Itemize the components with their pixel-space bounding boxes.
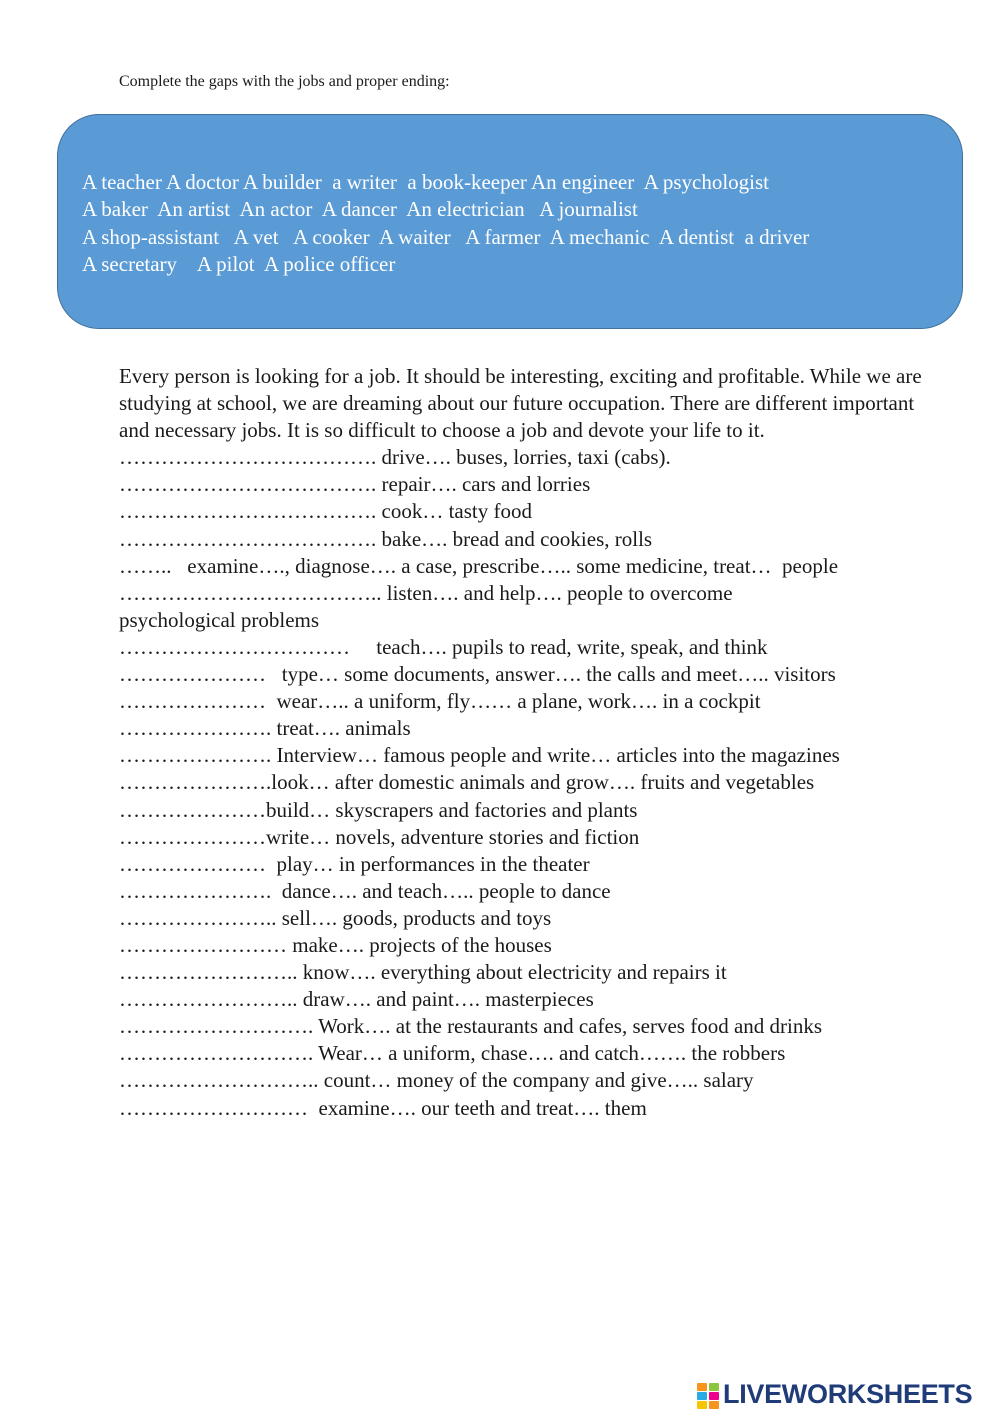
gap-line-driver: ………………………………. drive…. buses, lorries, taxi (cabs). [119,445,671,470]
liveworksheets-logo [697,1378,972,1410]
gap-line-journalist: …………………. Interview… famous people and write… articles into the magazines [119,743,840,768]
gap-line-pilot: ………………… wear….. a uniform, fly…… a plane, work…. in a cockpit [119,689,761,714]
logo-block [709,1401,719,1409]
word-bank-line: A baker An artist An actor A dancer An electrician A journalist [82,197,638,222]
gap-line-engineer: …………………… make…. projects of the houses [119,932,552,957]
gap-line-writer: …………………write… novels, adventure stories and fiction [119,824,640,849]
gap-line-book-keeper: ……………………….. count… money of the company and give….. salary [119,1068,754,1093]
exercise-text [119,363,939,1122]
gap-line-farmer: ………………….look… after domestic animals and grow…. fruits and vegetables [119,770,815,795]
gap-line-mechanic: ………………………………. repair…. cars and lorries [119,472,591,497]
word-bank-lines [82,169,952,278]
gap-line-dentist: ……………………… examine…. our teeth and treat…. them [119,1095,647,1120]
word-bank-line: A teacher A doctor A builder a writer a book-keeper An engineer A psychologist [82,170,769,194]
intro-paragraph: Every person is looking for a job. It should be interesting, exciting and profitable. While we are studying at school, we are dreaming about our future occupation. There are different important and necessary jobs. It is so difficult to choose a job and devote your life to it. [119,364,922,443]
gap-line-baker: ………………………………. bake…. bread and cookies, rolls [119,526,653,551]
gap-line-waiter: ………………………. Work…. at the restaurants and cafes, serves food and drinks [119,1014,823,1039]
gap-line-psychologist: ……………………………….. listen…. and help…. people to overcome [119,580,733,605]
gap-line-actor: ………………… play… in performances in the theater [119,851,590,876]
logo-block [709,1383,719,1391]
gap-line-police-officer: ………………………. Wear… a uniform, chase…. and catch……. the robbers [119,1041,786,1066]
gap-line-artist: …………………….. draw…. and paint…. masterpieces [119,987,594,1012]
gap-line-continuation: psychological problems [119,607,320,632]
gap-line-electrician: …………………….. know…. everything about electricity and repairs it [119,960,727,985]
job-word-bank [57,114,963,329]
logo-wordmark: LIVEWORKSHEETS [723,1378,973,1409]
word-bank-line: A secretary A pilot A police officer [82,251,396,276]
logo-block [697,1383,707,1391]
gap-line-builder: …………………build… skyscrapers and factories and plants [119,797,638,822]
logo-block [697,1401,707,1409]
gap-line-doctor: …….. examine…., diagnose…. a case, prescribe….. some medicine, treat… people [119,553,839,578]
gap-line-vet: …………………. treat…. animals [119,716,411,741]
gap-line-secretary: ………………… type… some documents, answer…. the calls and meet….. visitors [119,662,836,687]
word-bank-line: A shop-assistant A vet A cooker A waiter A farmer A mechanic A dentist a driver [82,224,810,249]
gap-line-cooker: ………………………………. cook… tasty food [119,499,532,524]
logo-block [709,1392,719,1400]
instruction-text: Complete the gaps with the jobs and proper ending: [119,73,450,90]
gap-line-shop-assistant: ………………….. sell…. goods, products and toys [119,905,552,930]
gap-line-teacher: …………………………… teach…. pupils to read, write, speak, and think [119,634,768,659]
logo-blocks-icon [697,1380,721,1408]
logo-block [697,1392,707,1400]
gap-line-dancer: …………………. dance…. and teach….. people to dance [119,878,611,903]
